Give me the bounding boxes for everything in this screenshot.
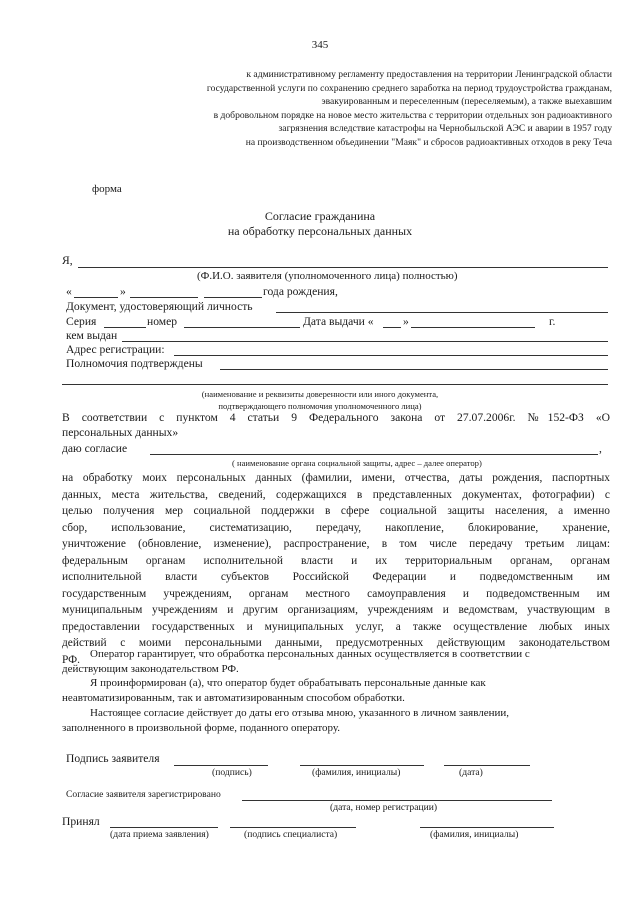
body-line: целью получения мер социальной поддержки в сфере социальной защиты населения, а именно	[62, 505, 610, 517]
accepted-name-field[interactable]	[420, 827, 554, 828]
accepted-date-field[interactable]	[110, 827, 218, 828]
authority-field[interactable]	[220, 369, 608, 370]
header-line: на производственном объединении "Маяк" и сбросов радиоактивных отходов в реку Теча	[245, 136, 612, 148]
document-field[interactable]	[276, 312, 608, 313]
body-line: исполнительной власти субъектов Российской Федерации и подведомственным им	[62, 571, 610, 583]
title-line: Согласие гражданина	[264, 209, 376, 223]
dob-year-field[interactable]	[204, 297, 262, 298]
number-field[interactable]	[184, 327, 300, 328]
signature-label: Подпись заявителя	[66, 752, 160, 765]
address-label: Адрес регистрации:	[66, 343, 165, 356]
series-label: Серия	[66, 315, 97, 328]
dob-quote-close: »	[120, 285, 126, 298]
dob-day-field[interactable]	[74, 297, 118, 298]
signature-name-field[interactable]	[300, 765, 424, 766]
header-line: к административному регламенту предоставления на территории Ленинградской области	[246, 69, 612, 80]
header-line: государственной услуги по сохранению среднего заработка на период трудоустройства гражданам,	[206, 82, 612, 94]
consent-body	[62, 470, 610, 668]
operator-field[interactable]	[150, 454, 598, 455]
page-number: 345	[311, 39, 329, 51]
paragraph-informed	[62, 676, 610, 706]
operator-caption: ( наименование органа социальной защиты, адрес – далее оператор)	[232, 458, 482, 468]
paragraph-line: Оператор гарантирует, что обработка персональных данных осуществляется в соответствии с	[90, 648, 530, 660]
accepted-signature-field[interactable]	[230, 827, 356, 828]
dob-quote-open: «	[66, 285, 72, 298]
dob-month-field[interactable]	[130, 297, 198, 298]
series-field[interactable]	[104, 327, 146, 328]
paragraph-line: действующим законодательством РФ.	[62, 663, 239, 675]
law-line-1: В соответствии с пунктом 4 статьи 9 Федерального закона от 27.07.2006г. №152-ФЗ «О	[62, 411, 610, 424]
accepted-label: Принял	[62, 815, 100, 828]
paragraph-line: Настоящее согласие действует до даты его отзыва мною, указанного в личном заявлении,	[90, 707, 510, 719]
issue-day-field[interactable]	[383, 327, 401, 328]
paragraph-guarantee	[62, 647, 610, 677]
accepted-signature-caption: (подпись специалиста)	[244, 829, 338, 840]
year-suffix: г.	[549, 315, 556, 328]
registration-caption: (дата, номер регистрации)	[330, 802, 438, 813]
body-line: государственным учреждениям, органам местного самоуправления и подведомственным им	[62, 587, 610, 600]
signature-date-caption: (дата)	[459, 767, 483, 778]
header-line: в добровольном порядке на новое место жительства с территории отдельных зон радиоактивного	[213, 109, 612, 121]
form-label: форма	[92, 183, 122, 195]
signature-field[interactable]	[174, 765, 268, 766]
dob-suffix: года рождения,	[263, 285, 338, 298]
ya-label: Я,	[62, 254, 73, 267]
issued-by-label: кем выдан	[66, 329, 118, 342]
address-field[interactable]	[174, 355, 608, 356]
paragraph-line: заполненного в произвольной форме, поданного оператору.	[62, 722, 341, 734]
accepted-date-caption: (дата приема заявления)	[110, 829, 209, 840]
body-line: сбор, использование, систематизацию, передачу, накопление, блокирование, хранение,	[62, 521, 610, 534]
consent-label: даю согласие	[62, 442, 128, 455]
paragraph-validity	[62, 706, 610, 736]
body-line: уничтожение (обновление, изменение), распространение, в том числе передачу третьим лицам:	[62, 538, 610, 550]
issue-date-close: »	[403, 315, 409, 328]
authority-caption-2: подтверждающего полномочия уполномоченного лица)	[218, 401, 422, 411]
fio-caption: (Ф.И.О. заявителя (уполномоченного лица) полностью)	[197, 270, 458, 282]
accepted-name-caption: (фамилия, инициалы)	[430, 829, 519, 840]
fio-field[interactable]	[78, 267, 608, 268]
law-line-2: персональных данных»	[62, 426, 179, 439]
body-line: РФ.	[62, 653, 80, 666]
paragraph-line: неавтоматизированным, так и автоматизированным способом обработки.	[62, 692, 405, 704]
signature-date-field[interactable]	[444, 765, 530, 766]
signature-name-caption: (фамилия, инициалы)	[312, 767, 401, 778]
document-title	[0, 209, 640, 239]
number-label: номер	[147, 315, 178, 328]
signature-caption: (подпись)	[212, 767, 252, 778]
header-line: загрязнения вследствие катастрофы на Чернобыльской АЭС и аварии в 1957 году	[278, 123, 612, 135]
body-line: предоставлении государственных и муниципальных услуг, а также осуществление любых иных	[62, 620, 610, 633]
authority-label: Полномочия подтверждены	[66, 357, 203, 370]
body-line: действий с моими персональными данными, предусмотренных действующим законодательством	[62, 637, 610, 649]
issue-date-label: Дата выдачи «	[303, 315, 374, 328]
appendix-header	[140, 68, 612, 150]
issued-by-field[interactable]	[122, 341, 608, 342]
paragraph-line: Я проинформирован (а), что оператор будет обрабатывать персональные данные как	[90, 677, 486, 689]
registration-field[interactable]	[242, 800, 552, 801]
body-line: данных, места жительства, сведений, содержащихся в представленных документах, фотографии) с	[62, 488, 610, 501]
registration-label: Согласие заявителя зарегистрировано	[66, 789, 221, 800]
authority-field-continued[interactable]	[62, 384, 608, 385]
header-line: эвакуированным и переселенным (переселяемым), а также выехавшим	[321, 96, 612, 108]
issue-month-year-field[interactable]	[411, 327, 535, 328]
body-line: на обработку моих персональных данных (фамилии, имени, отчества, даты рождения, паспортных	[62, 472, 610, 484]
title-line: на обработку персональных данных	[227, 224, 413, 238]
consent-comma: ,	[599, 442, 602, 455]
body-line: федеральным органам исполнительной власти и их территориальным органам, органам	[62, 554, 610, 567]
authority-caption-1: (наименование и реквизиты доверенности или иного документа,	[201, 389, 439, 399]
document-label: Документ, удостоверяющий личность	[66, 300, 253, 313]
body-line: муниципальным учреждениям и другим организациям, учреждениям и ведомствам, участвующим в	[62, 604, 610, 616]
